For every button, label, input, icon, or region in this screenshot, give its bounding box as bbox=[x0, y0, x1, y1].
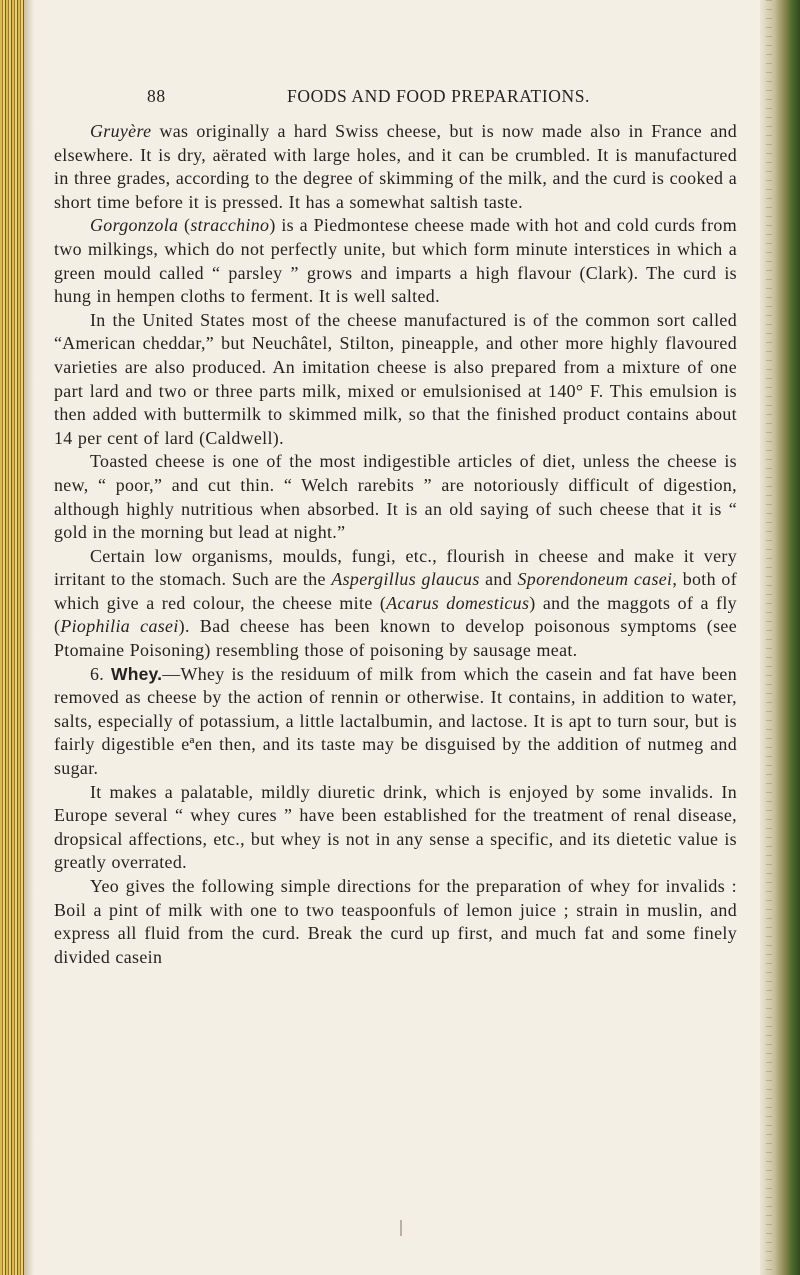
term-sporendoneum: Sporendoneum casei bbox=[517, 569, 673, 590]
paragraph-text: ) and the maggots of a fly ( bbox=[54, 592, 737, 637]
body-text bbox=[54, 120, 737, 969]
paragraph-whey-drink: It makes a palatable, mildly diuretic drink, which is enjoyed by some invalids. In Europe several “ whey cures ” have been established for the treatment of renal disease, dropsical affections, etc., but whey is not in any sense a specific, and its dietetic value is greatly overrated. bbox=[54, 781, 737, 873]
term-gorgonzola: Gorgonzola bbox=[90, 215, 179, 236]
page-number: 88 bbox=[147, 86, 166, 106]
binding-edge-left bbox=[0, 0, 24, 1275]
binding-edge-right bbox=[760, 0, 800, 1275]
term-acarus: Acarus domesticus bbox=[386, 592, 530, 613]
term-aspergillus: Aspergillus glaucus bbox=[331, 569, 480, 590]
paragraph-text: —Whey is the residuum of milk from which the casein and fat have been removed as cheese by the action of rennin or otherwise. It contains, in addition to water, salts, especially of potassium, a little lactalbumin, and lactose. It is apt to turn sour, but is fairly digestible eªen then, and its taste may be disguised by the addition of nutmeg and sugar. bbox=[54, 663, 737, 779]
term-gruyere: Gruyère bbox=[90, 121, 152, 141]
running-header bbox=[147, 86, 597, 112]
term-stracchino: stracchino bbox=[190, 215, 270, 236]
term-piophilia: Piophilia casei bbox=[60, 616, 179, 637]
paragraph-yeo-directions: Yeo gives the following simple directions for the preparation of whey for invalids : Boil a pint of milk with one to two teaspoonfuls of lemon juice ; strain in muslin, and express all fluid from the curd. Break the curd up first, and much fat and some finely divided casein bbox=[54, 876, 737, 967]
paragraph-toasted-cheese: Toasted cheese is one of the most indigestible articles of diet, unless the cheese is new, “ poor,” and cut thin. “ Welch rarebits ” are notoriously difficult of digestion, although highly nutritious when absorbed. It is an old saying of such cheese that it is “ gold in the morning but lead at night.” bbox=[54, 451, 737, 543]
paragraph-whey bbox=[54, 663, 737, 781]
paragraph-gruyere bbox=[54, 120, 737, 214]
paragraph-text: was originally a hard Swiss cheese, but is now made also in France and elsewhere. It is dry, aërated with large holes, and it can be crumbled. It is manufactured in three grades, according to the degree of skimming of the milk, and the curd is cooked a short time before it is pressed. It has a somewhat saltish taste. bbox=[54, 121, 737, 212]
paragraph-organisms bbox=[54, 545, 737, 663]
section-heading-whey: Whey. bbox=[110, 663, 163, 684]
section-number: 6. bbox=[90, 663, 111, 684]
paragraph-text: Certain low organisms, moulds, fungi, etc., flourish in cheese and make it very irritant to the stomach. Such are the bbox=[54, 545, 737, 590]
paragraph-text: , both of which give a red colour, the cheese mite ( bbox=[54, 569, 738, 613]
paragraph-united-states: In the United States most of the cheese manufactured is of the common sort called “American cheddar,” but Neuchâtel, Stilton, pineapple, and other more highly flavoured varieties are also produced. An imitation cheese is also prepared from a mixture of one part lard and two or three parts milk, mixed or emulsionised at 140° F. This emulsion is then added with buttermilk to skimmed milk, so that the finished product contains about 14 per cent of lard (Caldwell). bbox=[54, 309, 737, 448]
running-title: FOODS AND FOOD PREPARATIONS. bbox=[287, 86, 591, 106]
paragraph-text: ). Bad cheese has been known to develop poisonous symptoms (see Ptomaine Poisoning) resembling those of poisoning by sausage meat. bbox=[54, 616, 737, 661]
print-mark bbox=[400, 1220, 402, 1236]
paragraph-text: and bbox=[479, 569, 518, 590]
paren-open: ( bbox=[178, 215, 191, 236]
paragraph-gorgonzola bbox=[54, 214, 737, 308]
paragraph-text: ) is a Piedmontese cheese made with hot and cold curds from two milkings, which do not perfectly unite, but which form minute interstices in which a green mould called “ parsley ” grows and imparts a high flavour (Clark). The curd is hung in hempen cloths to ferment. It is well salted. bbox=[54, 215, 737, 307]
